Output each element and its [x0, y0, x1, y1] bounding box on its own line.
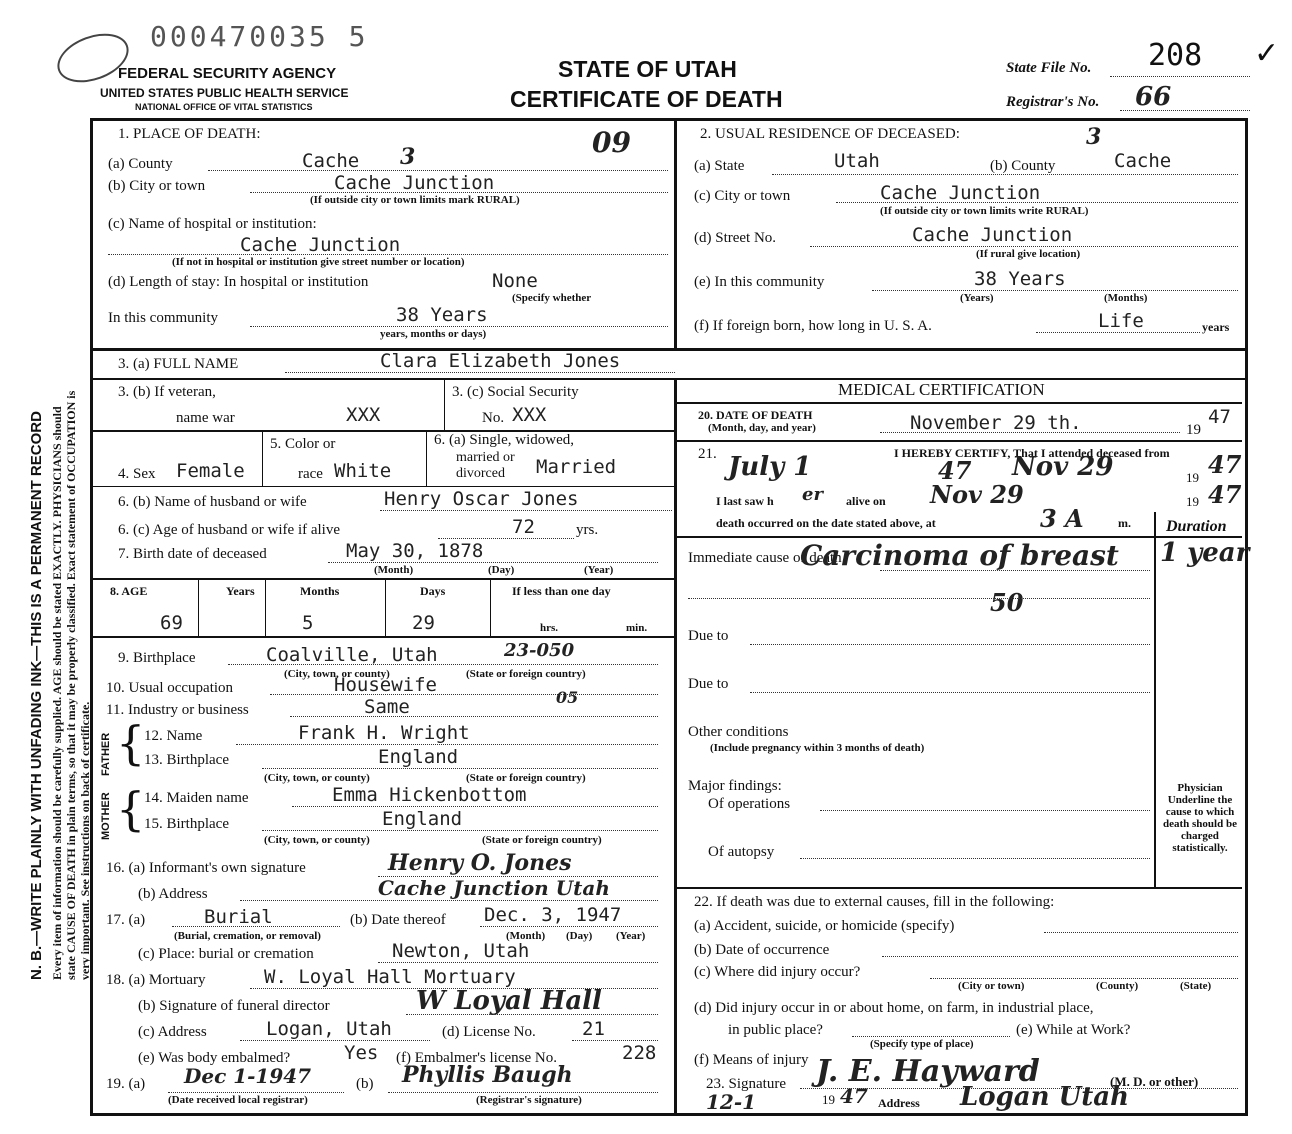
- signature-year: 47: [840, 1084, 868, 1108]
- birthplace-city-note: (City, town, or county): [284, 668, 390, 680]
- duration: 1 year: [1160, 538, 1250, 568]
- director-signature: W Loyal Hall: [416, 986, 602, 1016]
- rule-physician-box: [1154, 512, 1156, 887]
- father-city-note: (City, town, or county): [264, 772, 370, 784]
- annotation-birthplace-code: 23-050: [504, 640, 575, 661]
- burial-label: 17. (a): [106, 912, 146, 928]
- home-line: [852, 1036, 1010, 1037]
- death-time: 3 A: [1040, 504, 1084, 533]
- state-file-number: 208: [1148, 38, 1203, 73]
- cell-age-div1: [198, 578, 199, 636]
- state-file-line: [1110, 76, 1250, 77]
- certify-number: 21.: [698, 446, 717, 462]
- page-title: STATE OF UTAH: [558, 56, 737, 82]
- cell-sex-div: [262, 430, 263, 486]
- means-label: (f) Means of injury: [694, 1052, 809, 1068]
- date-day-note: (Day): [566, 930, 593, 942]
- immediate-cause: Carcinoma of breast: [800, 539, 1119, 572]
- last-saw-date: Nov 29: [930, 480, 1024, 509]
- residence-months-note: (Months): [1104, 292, 1148, 304]
- attended-to: Nov 29: [1012, 452, 1114, 482]
- industry-label: 11. Industry or business: [106, 702, 249, 718]
- margin-note-1: Every item of information should be carefully supplied. AGE should be stated EXACTLY. PHYSICIANS should: [50, 406, 64, 980]
- residence-foreign: Life: [1098, 310, 1144, 332]
- embalmer-label: (f) Embalmer's license No.: [396, 1050, 557, 1066]
- mother-name-label: 14. Maiden name: [144, 790, 249, 806]
- place-community-line: [250, 326, 668, 327]
- rule-external: [676, 887, 1242, 889]
- place-heading: 1. PLACE OF DEATH:: [118, 126, 261, 142]
- registrar-sig-line: [388, 1092, 658, 1093]
- fullname-label: 3. (a) FULL NAME: [118, 356, 239, 372]
- place-community-label: In this community: [108, 310, 218, 326]
- father-name: Frank H. Wright: [298, 722, 470, 744]
- physician-signature: J. E. Hayward: [816, 1054, 1040, 1089]
- mortuary-address-label: (c) Address: [138, 1024, 207, 1040]
- residence-community-line: [872, 290, 1238, 291]
- margin-note-3: very important. See instructions on back of certificate.: [78, 701, 92, 980]
- spouse-age-line: [438, 538, 574, 539]
- date-thereof-label: (b) Date thereof: [350, 912, 446, 928]
- physician-note: Physician Underline the cause to which death should be charged statistically.: [1163, 782, 1237, 854]
- residence-community-label: (e) In this community: [694, 274, 825, 290]
- registrar-sig-note: (Registrar's signature): [476, 1094, 582, 1106]
- place-hospital-note: (If not in hospital or institution give street number or location): [172, 256, 465, 268]
- duration-header: Duration: [1166, 518, 1227, 535]
- annotation-09: 09: [592, 126, 631, 159]
- residence-heading: 2. USUAL RESIDENCE OF DECEASED:: [700, 126, 960, 142]
- rule-fullname: [90, 378, 1245, 380]
- residence-street-line: [810, 246, 1238, 247]
- accident-label: (a) Accident, suicide, or homicide (specify): [694, 918, 955, 934]
- registrar-signature: Phyllis Baugh: [402, 1062, 573, 1088]
- informant-signature: Henry O. Jones: [388, 850, 572, 876]
- attended-to-year: 47: [1208, 450, 1242, 479]
- rule-veteran: [90, 430, 676, 432]
- residence-years-note: (Years): [960, 292, 994, 304]
- occupation-line: [270, 694, 658, 695]
- date-year-note: (Year): [616, 930, 646, 942]
- mother-name: Emma Hickenbottom: [332, 784, 527, 806]
- autopsy-line: [800, 858, 1150, 859]
- mother-city-note: (City, town, or county): [264, 834, 370, 846]
- mother-name-line: [292, 806, 658, 807]
- residence-city-label: (c) City or town: [694, 188, 791, 204]
- director-label: (b) Signature of funeral director: [138, 998, 330, 1014]
- received-date: Dec 1-1947: [184, 1064, 312, 1088]
- rule-medical: [676, 402, 1242, 404]
- occurrence-line: [882, 956, 1238, 957]
- birthplace: Coalville, Utah: [266, 644, 438, 666]
- ssn-label-1: 3. (c) Social Security: [452, 384, 579, 400]
- residence-street-label: (d) Street No.: [694, 230, 777, 246]
- place-hospital-label: (c) Name of hospital or institution:: [108, 216, 317, 232]
- place-city-label: (b) City or town: [108, 178, 206, 194]
- immediate-line-2: [688, 598, 1150, 599]
- birth-day-note: (Day): [488, 564, 515, 576]
- home-label-1: (d) Did injury occur in or about home, on farm, in industrial place,: [694, 1000, 1094, 1016]
- dod-label-2: (Month, day, and year): [708, 422, 816, 434]
- residence-city-line: [836, 202, 1238, 203]
- father-name-label: 12. Name: [144, 728, 203, 744]
- place-stay: None: [492, 270, 538, 292]
- residence-city: Cache Junction: [880, 182, 1041, 204]
- father-brace-icon: {: [116, 716, 146, 770]
- residence-county-label: (b) County: [990, 158, 1056, 174]
- cell-age-div3: [385, 578, 386, 636]
- mother-birth-label: 15. Birthplace: [144, 816, 229, 832]
- cell-veteran-div: [444, 378, 445, 430]
- date-thereof: Dec. 3, 1947: [484, 904, 622, 926]
- residence-community: 38 Years: [974, 268, 1066, 290]
- residence-city-note: (If outside city or town limits write RURAL): [880, 205, 1089, 217]
- birth-year-note: (Year): [584, 564, 614, 576]
- date-thereof-line: [480, 926, 658, 927]
- mother-word: MOTHER: [100, 792, 112, 840]
- director-line: [406, 1014, 658, 1015]
- sex: Female: [176, 460, 245, 482]
- cell-age-div2: [265, 578, 266, 636]
- signature-date: 12-1: [706, 1090, 757, 1114]
- fullname: Clara Elizabeth Jones: [380, 350, 621, 372]
- marital-label-1: 6. (a) Single, widowed,: [434, 432, 574, 448]
- rule-sex: [90, 486, 676, 487]
- last-saw-year-prefix: 19: [1186, 494, 1199, 509]
- spouse-age-unit: yrs.: [576, 522, 599, 538]
- address-label: Address: [878, 1096, 920, 1110]
- operations-label: Of operations: [708, 796, 791, 812]
- mortuary-label: 18. (a) Mortuary: [106, 972, 206, 988]
- agency-line-1: FEDERAL SECURITY AGENCY: [118, 65, 337, 82]
- marital: Married: [536, 456, 617, 478]
- license-line: [572, 1040, 658, 1041]
- residence-state: Utah: [834, 150, 880, 172]
- last-saw-her: er: [802, 484, 823, 505]
- spouse: Henry Oscar Jones: [384, 488, 579, 510]
- place-county-line: [208, 170, 668, 171]
- received-note: (Date received local registrar): [168, 1094, 308, 1106]
- place-hospital-line: [108, 254, 668, 255]
- place-hospital: Cache Junction: [240, 234, 401, 256]
- rule-age-bottom: [90, 636, 676, 638]
- mortuary-address-line: [240, 1040, 430, 1041]
- agency-line-3: NATIONAL OFFICE OF VITAL STATISTICS: [135, 102, 313, 112]
- color-label-1: 5. Color or: [270, 436, 336, 452]
- margin-note-2: state CAUSE OF DEATH in plain terms, so that it may be properly classified. Exact statement of OCCUPATION is: [64, 390, 78, 980]
- immediate-code: 50: [990, 588, 1024, 617]
- accident-line: [1044, 932, 1238, 933]
- registrar-number: 66: [1135, 82, 1172, 112]
- age-days-header: Days: [420, 584, 446, 598]
- where-line: [930, 978, 1238, 979]
- birth-month-note: (Month): [374, 564, 414, 576]
- dod-label-1: 20. DATE OF DEATH: [698, 408, 813, 422]
- certify-text: I HEREBY CERTIFY, That I attended deceased from: [894, 446, 1170, 460]
- place-stay-note: (Specify whether: [512, 292, 592, 304]
- industry: Same: [364, 696, 410, 718]
- mother-birth-line: [262, 830, 658, 831]
- spouse-age-label: 6. (c) Age of husband or wife if alive: [118, 522, 341, 538]
- annotation-res-3: 3: [1086, 124, 1102, 150]
- last-saw-alive: alive on: [846, 494, 886, 508]
- father-birth-line: [262, 768, 658, 769]
- mother-birth: England: [382, 808, 463, 830]
- autopsy-label: Of autopsy: [708, 844, 775, 860]
- column-divider: [674, 118, 677, 348]
- signature-year-prefix: 19: [822, 1092, 835, 1107]
- informant-address: Cache Junction Utah: [378, 876, 610, 900]
- informant-address-line: [240, 900, 658, 901]
- due-to-2-line: [750, 692, 1150, 693]
- age-hrs: hrs.: [540, 622, 559, 634]
- md-label: (M. D. or other): [1110, 1074, 1199, 1089]
- ssn: XXX: [512, 404, 547, 426]
- external-label: 22. If death was due to external causes, fill in the following:: [694, 894, 1055, 910]
- occurrence-label: (b) Date of occurrence: [694, 942, 830, 958]
- where-city-note: (City or town): [958, 980, 1025, 992]
- place-community-note: years, months or days): [380, 328, 487, 340]
- registrar-number-label: Registrar's No.: [1006, 94, 1100, 110]
- occupation: Housewife: [334, 674, 437, 696]
- color-label-2: race: [298, 466, 323, 482]
- veteran-label-1: 3. (b) If veteran,: [118, 384, 216, 400]
- attended-year-prefix: 19: [1186, 470, 1199, 485]
- place-burial-label: (c) Place: burial or cremation: [138, 946, 314, 962]
- medical-heading: MEDICAL CERTIFICATION: [838, 380, 1045, 399]
- residence-state-line: [772, 174, 1238, 175]
- age-years: 69: [160, 612, 183, 634]
- rule-dod: [676, 440, 1242, 442]
- residence-foreign-unit: years: [1202, 320, 1230, 334]
- due-to-1-line: [750, 644, 1150, 645]
- due-to-1-label: Due to: [688, 628, 729, 644]
- residence-county: Cache: [1114, 150, 1172, 172]
- page-subtitle: CERTIFICATE OF DEATH: [510, 86, 783, 112]
- immediate-cause-label: Immediate cause of death: [688, 550, 842, 566]
- embalmer: 228: [622, 1042, 657, 1064]
- major-findings-label: Major findings:: [688, 778, 782, 794]
- age-months-header: Months: [300, 584, 340, 598]
- cell-age-div4: [490, 578, 491, 636]
- father-birth: England: [378, 746, 459, 768]
- annotation-occupation-code: 05: [556, 688, 579, 707]
- birth-label: 7. Birth date of deceased: [118, 546, 267, 562]
- license: 21: [582, 1018, 605, 1040]
- home-label-2: in public place?: [728, 1022, 823, 1038]
- birthplace-label: 9. Birthplace: [118, 650, 196, 666]
- spouse-age: 72: [512, 516, 535, 538]
- m-label: m.: [1118, 516, 1131, 530]
- operations-line: [820, 810, 1150, 811]
- burial: Burial: [204, 906, 273, 928]
- attended-from-year: 47: [938, 456, 972, 485]
- where-state-note: (State): [1180, 980, 1212, 992]
- residence-foreign-line: [1036, 332, 1200, 333]
- other-conditions-note: (Include pregnancy within 3 months of death): [710, 742, 925, 754]
- marital-label-3: divorced: [456, 466, 505, 481]
- veteran-label-2: name war: [176, 410, 235, 426]
- embalmed: Yes: [344, 1042, 379, 1064]
- date-month-note: (Month): [506, 930, 546, 942]
- specify-note: (Specify type of place): [870, 1038, 974, 1050]
- father-word: FATHER: [100, 732, 112, 776]
- residence-state-label: (a) State: [694, 158, 745, 174]
- age-months: 5: [302, 612, 314, 634]
- burial-line: [172, 926, 340, 927]
- checkmark-icon: ✓: [1254, 36, 1280, 71]
- received-label: 19. (a): [106, 1076, 146, 1092]
- burial-note: (Burial, cremation, or removal): [174, 930, 321, 942]
- signature-label: 23. Signature: [706, 1076, 786, 1092]
- residence-street-note: (If rural give location): [976, 248, 1081, 260]
- dod-year: 47: [1208, 406, 1231, 428]
- where-label: (c) Where did injury occur?: [694, 964, 861, 980]
- industry-line: [290, 716, 658, 717]
- place-burial: Newton, Utah: [392, 940, 530, 962]
- embalmed-label: (e) Was body embalmed?: [138, 1050, 291, 1066]
- color: White: [334, 460, 392, 482]
- serial-number: 000470035 5: [150, 20, 369, 53]
- last-saw-label: I last saw h: [716, 494, 774, 508]
- spouse-line: [380, 510, 672, 511]
- birthplace-line: [228, 664, 658, 665]
- rule-age-top: [90, 578, 676, 580]
- immediate-line-1: [880, 570, 1150, 571]
- dod: November 29 th.: [910, 412, 1082, 434]
- place-community: 38 Years: [396, 304, 488, 326]
- place-stay-label: (d) Length of stay: In hospital or institution: [108, 274, 369, 290]
- last-saw-year: 47: [1208, 480, 1242, 509]
- residence-street: Cache Junction: [912, 224, 1073, 246]
- place-city: Cache Junction: [334, 172, 495, 194]
- place-burial-line: [378, 962, 658, 963]
- column-divider-lower: [674, 378, 677, 1113]
- state-file-label: State File No.: [1006, 60, 1092, 76]
- fullname-line: [285, 372, 675, 373]
- father-name-line: [236, 744, 658, 745]
- dod-line: [880, 432, 1180, 433]
- agency-line-2: UNITED STATES PUBLIC HEALTH SERVICE: [100, 86, 349, 100]
- age-lessday-header: If less than one day: [512, 584, 611, 598]
- received-line: [168, 1092, 344, 1093]
- informant-address-label: (b) Address: [138, 886, 208, 902]
- where-county-note: (County): [1096, 980, 1139, 992]
- father-state-note: (State or foreign country): [466, 772, 586, 784]
- dod-year-prefix: 19: [1186, 422, 1201, 438]
- age-min: min.: [626, 622, 648, 634]
- occupation-label: 10. Usual occupation: [106, 680, 234, 696]
- place-city-note: (If outside city or town limits mark RURAL): [310, 194, 520, 206]
- father-birth-label: 13. Birthplace: [144, 752, 229, 768]
- place-county: Cache: [302, 150, 360, 172]
- mother-brace-icon: {: [116, 782, 146, 836]
- license-label: (d) License No.: [442, 1024, 536, 1040]
- age-years-header: Years: [226, 584, 255, 598]
- registrar-sig-label: (b): [356, 1076, 374, 1092]
- physician-address: Logan Utah: [960, 1082, 1130, 1112]
- birth-line: [328, 562, 658, 563]
- work-label: (e) While at Work?: [1016, 1022, 1131, 1038]
- mortuary-address: Logan, Utah: [266, 1018, 392, 1040]
- veteran: XXX: [346, 404, 381, 426]
- birth-date: May 30, 1878: [346, 540, 484, 562]
- mortuary: W. Loyal Hall Mortuary: [264, 966, 516, 988]
- place-county-label: (a) County: [108, 156, 173, 172]
- death-occurred-label: death occurred on the date stated above, at: [716, 516, 936, 530]
- marital-label-2: married or: [456, 450, 515, 465]
- residence-foreign-label: (f) If foreign born, how long in U. S. A.: [694, 318, 932, 334]
- ssn-label-2: No.: [482, 410, 505, 426]
- due-to-2-label: Due to: [688, 676, 729, 692]
- annotation-3: 3: [400, 144, 416, 170]
- margin-notice: N. B.—WRITE PLAINLY WITH UNFADING INK—THIS IS A PERMANENT RECORD: [28, 411, 45, 980]
- birthplace-state-note: (State or foreign country): [466, 668, 586, 680]
- attended-from: July 1: [728, 452, 812, 482]
- place-city-line: [250, 192, 668, 193]
- informant-label: 16. (a) Informant's own signature: [106, 860, 306, 876]
- mother-state-note: (State or foreign country): [482, 834, 602, 846]
- spouse-label: 6. (b) Name of husband or wife: [118, 494, 307, 510]
- rule-name: [90, 348, 1245, 351]
- cell-color-div: [426, 430, 427, 486]
- registrar-line: [1120, 110, 1250, 111]
- sex-label: 4. Sex: [118, 466, 156, 482]
- age-days: 29: [412, 612, 435, 634]
- other-conditions-label: Other conditions: [688, 724, 789, 740]
- age-label: 8. AGE: [110, 584, 148, 598]
